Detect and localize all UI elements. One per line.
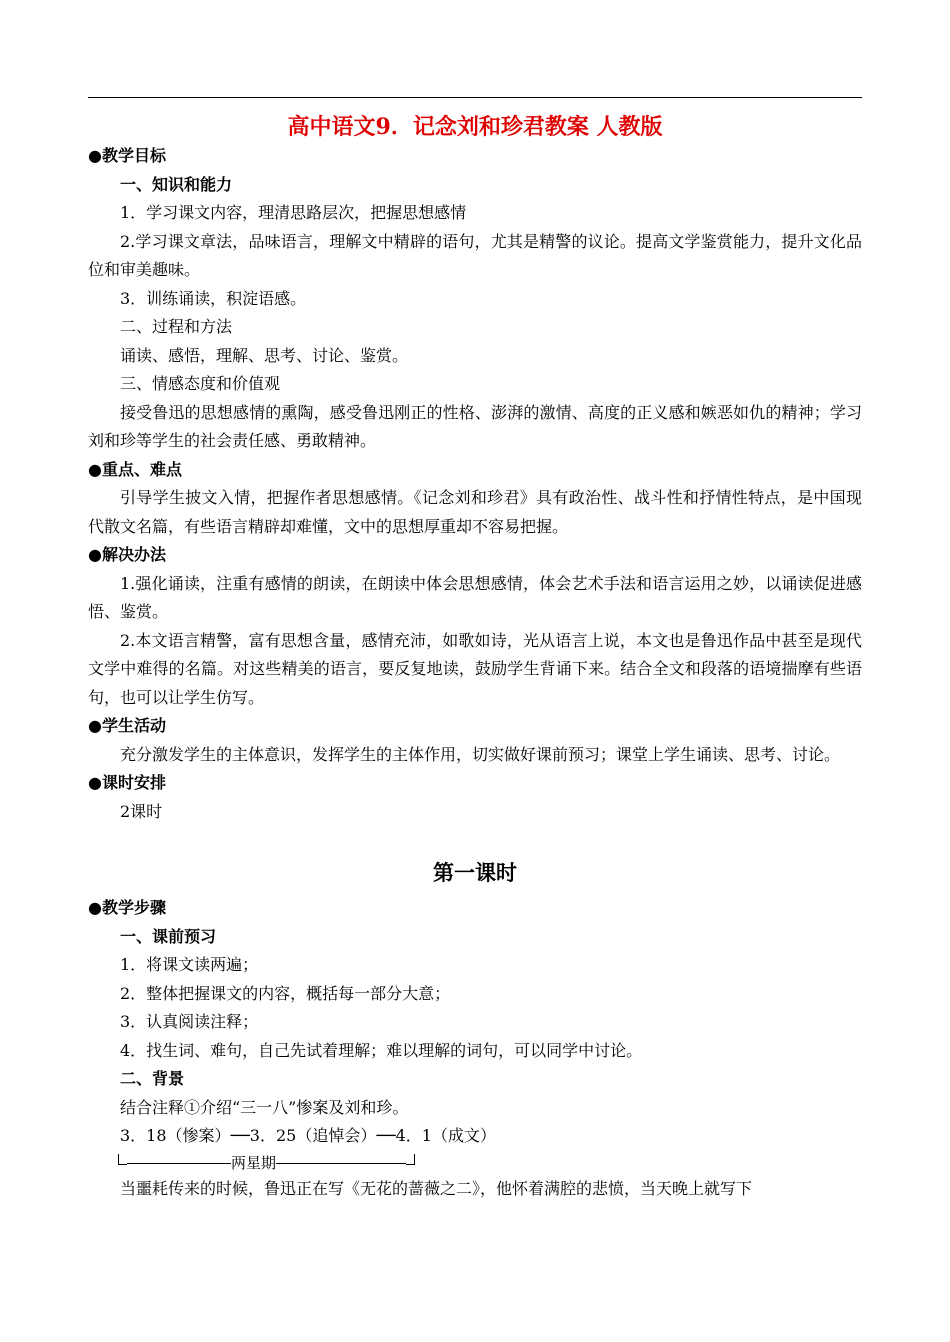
bracket-line-right bbox=[276, 1163, 406, 1164]
activities-text: 充分激发学生的主体意识，发挥学生的主体作用，切实做好课前预习；课堂上学生诵读、思考、讨论。 bbox=[120, 744, 841, 764]
section-heading-steps: ●教学步骤 bbox=[88, 898, 166, 917]
preview-item: 2．整体把握课文的内容，概括每一部分大意； bbox=[120, 983, 451, 1003]
preview-item: 1．将课文读两遍； bbox=[120, 955, 259, 974]
section-heading-key-points: ●重点、难点 bbox=[88, 459, 182, 479]
lesson-title: 第一课时 bbox=[433, 861, 517, 885]
timeline-span-label: 两星期 bbox=[231, 1153, 277, 1172]
section-heading-activities: ●学生活动 bbox=[88, 716, 166, 735]
process-text: 诵读、感悟，理解、思考、讨论、鉴赏。 bbox=[120, 345, 409, 365]
solution-item: 2.本文语言精警，富有思想含量，感情充沛，如歌如诗，光从语言上说，本文也是鲁迅作品中甚至是现代文学中难得的名篇。对这些精美的语言，要反复地读，鼓励学生背诵下来。结合全文和段落的语境揣摩有些语句，也可以让学生仿写。 bbox=[88, 630, 862, 707]
subheading-process: 二、过程和方法 bbox=[120, 317, 233, 336]
background-intro: 结合注释①介绍“三一八”惨案及刘和珍。 bbox=[120, 1097, 409, 1117]
key-points-text: 引导学生披文入情，把握作者思想感情。《记念刘和珍君》具有政治性、战斗性和抒情性特点，是中国现代散文名篇，有些语言精辟却难懂，文中的思想厚重却不容易把握。 bbox=[88, 488, 862, 536]
subheading-preview: 一、课前预习 bbox=[120, 926, 217, 946]
knowledge-item: 3．训练诵读，积淀语感。 bbox=[120, 288, 307, 308]
bracket-left-corner bbox=[118, 1154, 127, 1165]
subheading-background: 二、背景 bbox=[120, 1069, 185, 1088]
subheading-knowledge: 一、知识和能力 bbox=[120, 174, 233, 194]
knowledge-item: 2.学习课文章法，品味语言，理解文中精辟的语句，尤其是精警的议论。提高文学鉴赏能力，提升文化品位和审美趣味。 bbox=[88, 231, 862, 279]
bracket-line-left bbox=[127, 1163, 231, 1164]
subheading-emotion: 三、情感态度和价值观 bbox=[120, 374, 281, 393]
timeline-bracket bbox=[88, 1151, 862, 1175]
document-title: 高中语文9．记念刘和珍君教案 人教版 bbox=[287, 114, 663, 140]
document-body bbox=[88, 142, 862, 1203]
closing-text: 当噩耗传来的时候，鲁迅正在写《无花的蔷薇之二》，他怀着满腔的悲愤，当天晚上就写下 bbox=[120, 1178, 753, 1198]
solution-item: 1.强化诵读，注重有感情的朗读，在朗读中体会思想感情，体会艺术手法和语言运用之妙，以诵读促进感悟、鉴赏。 bbox=[88, 573, 862, 621]
bracket-right-corner bbox=[406, 1154, 415, 1165]
schedule-text: 2课时 bbox=[120, 801, 163, 821]
section-heading-goals: ●教学目标 bbox=[88, 146, 166, 165]
preview-item: 4．找生词、难句，自己先试着理解；难以理解的词句，可以同学中讨论。 bbox=[120, 1040, 643, 1060]
preview-item: 3．认真阅读注释； bbox=[120, 1012, 259, 1031]
emotion-text: 接受鲁迅的思想感情的熏陶，感受鲁迅刚正的性格、澎湃的激情、高度的正义感和嫉恶如仇的精神；学习刘和珍等学生的社会责任感、勇敢精神。 bbox=[88, 402, 862, 450]
knowledge-item: 1．学习课文内容，理清思路层次，把握思想感情 bbox=[120, 203, 467, 222]
section-heading-solutions: ●解决办法 bbox=[88, 545, 166, 564]
section-heading-schedule: ●课时安排 bbox=[88, 773, 166, 792]
timeline: 3．18（惨案）──3．25（追悼会）──4．1（成文） bbox=[120, 1126, 496, 1145]
header-rule bbox=[88, 97, 862, 98]
